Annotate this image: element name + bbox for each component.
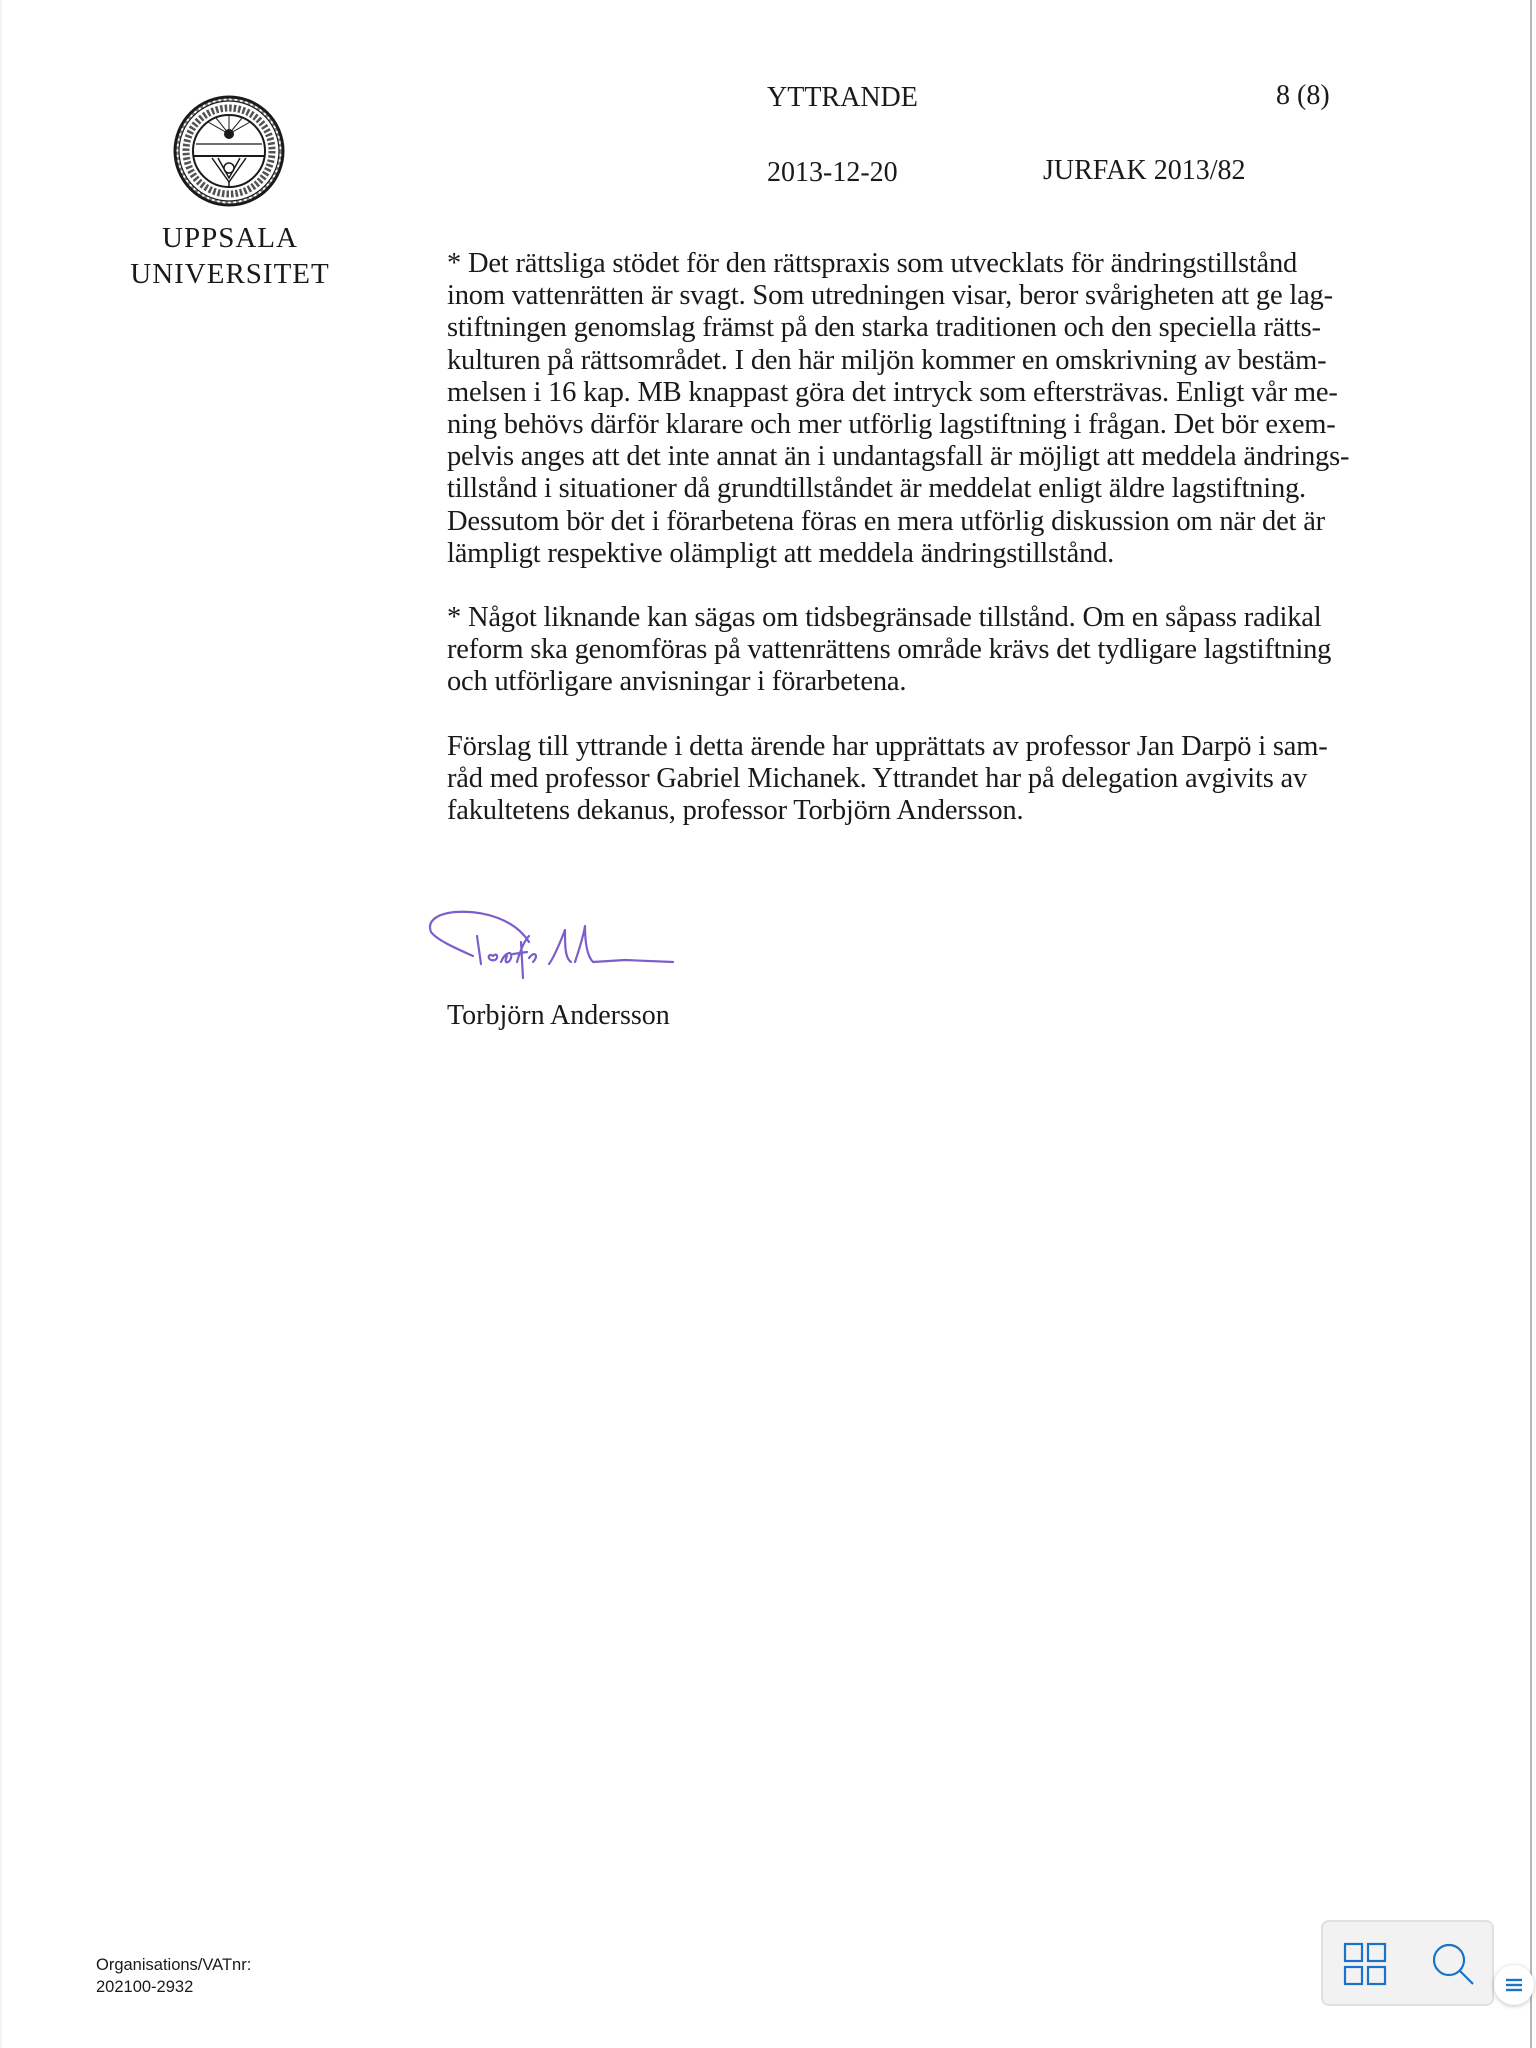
text-line: tillstånd i situationer då grundtillståndet är meddelat enligt äldre lagstiftning. xyxy=(447,473,1306,505)
reference-number: JURFAK 2013/82 xyxy=(1043,155,1246,186)
org-number: 202100-2932 xyxy=(96,1978,194,1996)
thumbnails-button[interactable] xyxy=(1343,1942,1389,1988)
page-edge-left xyxy=(0,0,2,2048)
organisation-info xyxy=(96,1954,251,1998)
text-line: råd med professor Gabriel Michanek. Yttrandet har på delegation avgivits av xyxy=(447,762,1308,794)
text-line: inom vattenrätten är svagt. Som utredningen visar, beror svårigheten att ge lag- xyxy=(447,280,1333,312)
document-date: 2013-12-20 xyxy=(767,157,898,188)
text-line: * Det rättsliga stödet för den rättspraxis som utvecklats för ändringstillstånd xyxy=(447,248,1298,279)
signer-name: Torbjörn Andersson xyxy=(447,1000,670,1031)
document-body xyxy=(447,248,1447,859)
text-line: reform ska genomföras på vattenrättens område krävs det tydligare lagstiftning xyxy=(447,634,1332,666)
university-name-line-1: UPPSALA xyxy=(162,222,298,254)
text-line: Förslag till yttrande i detta ärende har upprättats av professor Jan Darpö i sam- xyxy=(447,730,1328,762)
text-line: melsen i 16 kap. MB knappast göra det intryck som eftersträvas. Enligt vår me- xyxy=(447,376,1338,408)
text-line: Dessutom bör det i förarbetena föras en mera utförlig diskussion om när det är xyxy=(447,505,1325,537)
page-indicator: 8 (8) xyxy=(1276,80,1330,111)
menu-button[interactable] xyxy=(1494,1965,1534,2005)
university-seal-icon xyxy=(172,94,286,208)
search-button[interactable] xyxy=(1431,1942,1477,1988)
text-line: * Något liknande kan sägas om tidsbegränsade tillstånd. Om en såpass radikal xyxy=(447,602,1322,634)
search-icon xyxy=(1431,1942,1477,1988)
university-name-line-2: UNIVERSITET xyxy=(130,258,330,290)
text-line: och utförligare anvisningar i förarbetena. xyxy=(447,666,907,698)
grid-view-icon xyxy=(1343,1942,1389,1988)
paragraph-3 xyxy=(447,731,1447,828)
handwritten-signature-icon xyxy=(425,900,755,1000)
text-line: kulturen på rättsområdet. I den här miljön kommer en omskrivning av bestäm- xyxy=(447,344,1327,376)
viewer-toolbar xyxy=(1321,1920,1494,2006)
text-line: stiftningen genomslag främst på den starka traditionen och den speciella rätts- xyxy=(447,312,1321,344)
page-edge-right xyxy=(1530,0,1532,2048)
paragraph-2 xyxy=(447,602,1447,699)
text-line: lämpligt respektive olämpligt att meddela ändringstillstånd. xyxy=(447,537,1115,569)
university-name xyxy=(110,220,350,292)
text-line: pelvis anges att det inte annat än i undantagsfall är möjligt att meddela ändrings- xyxy=(447,441,1350,473)
paragraph-1 xyxy=(447,248,1447,570)
menu-icon xyxy=(1504,1977,1524,1993)
document-type: YTTRANDE xyxy=(767,82,918,113)
text-line: ning behövs därför klarare och mer utförlig lagstiftning i frågan. Det bör exem- xyxy=(447,409,1336,441)
text-line: fakultetens dekanus, professor Torbjörn Andersson. xyxy=(447,795,1024,827)
org-label: Organisations/VATnr: xyxy=(96,1956,252,1974)
